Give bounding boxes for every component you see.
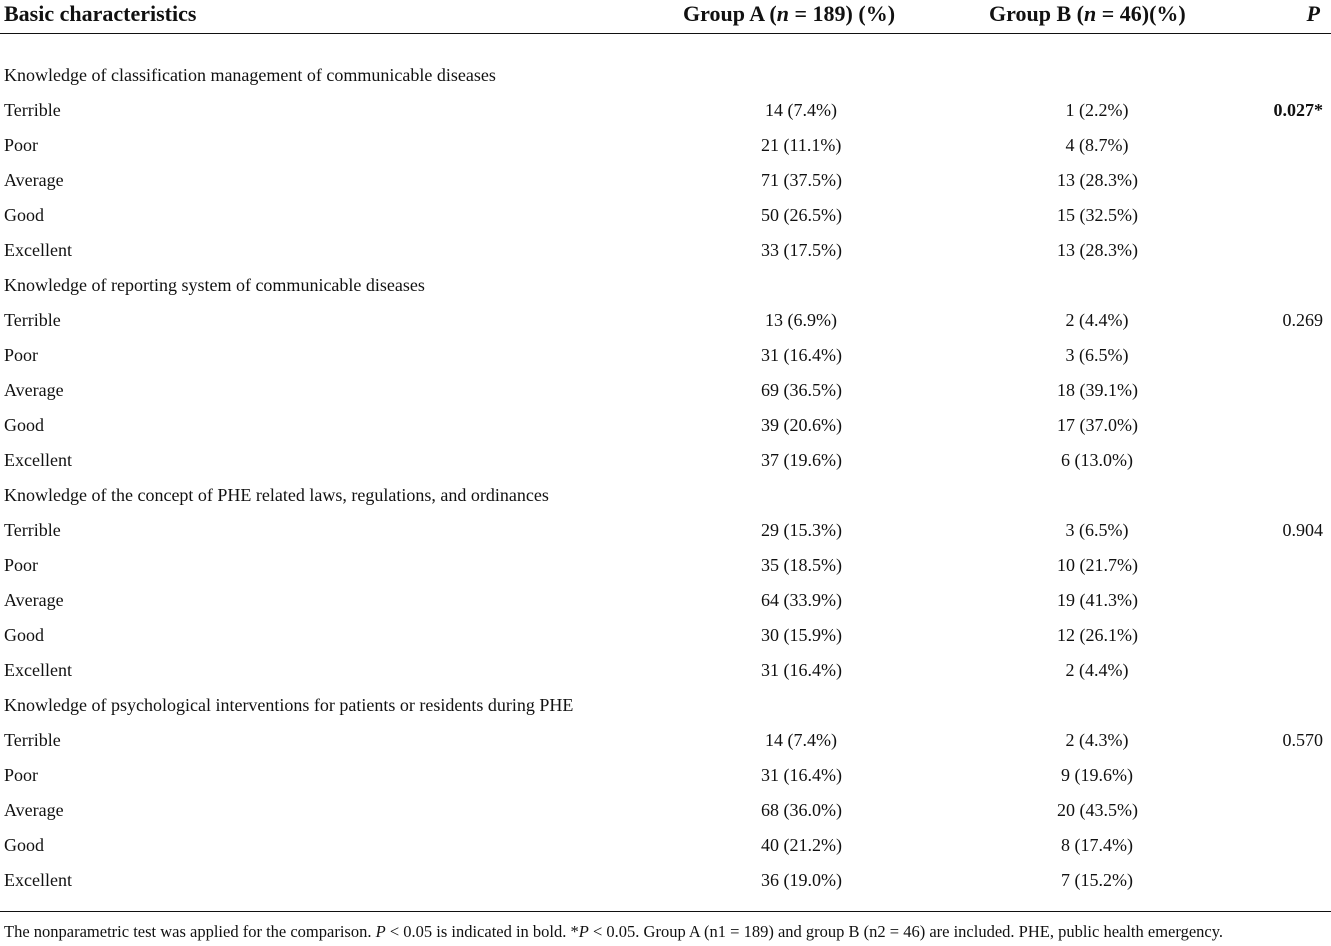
table-row: [0, 339, 1331, 374]
group-b-value: 13 (28.3%): [1057, 170, 1138, 190]
table-row: [0, 129, 1331, 164]
group-b-value: 19 (41.3%): [1057, 590, 1138, 610]
row-label: Excellent: [4, 450, 72, 470]
group-b-value: 3 (6.5%): [1065, 345, 1129, 365]
table-row: [0, 829, 1331, 864]
row-label: Excellent: [4, 870, 72, 890]
group-a-value: 21 (11.1%): [761, 135, 842, 155]
header-basic-characteristics: Basic characteristics: [4, 1, 197, 26]
group-a-value: 71 (37.5%): [761, 170, 842, 190]
table-row: [0, 549, 1331, 584]
table-row: [0, 94, 1331, 129]
table-row: [0, 864, 1331, 899]
group-a-value: 29 (15.3%): [761, 520, 842, 540]
group-b-value: 1 (2.2%): [1065, 100, 1129, 120]
section-title: Knowledge of the concept of PHE related laws, regulations, and ordinances: [4, 485, 549, 505]
group-b-value: 12 (26.1%): [1057, 625, 1138, 645]
row-label: Good: [4, 835, 44, 855]
row-label: Terrible: [4, 730, 61, 750]
table-row: [0, 304, 1331, 339]
group-b-value: 2 (4.4%): [1065, 660, 1129, 680]
section-heading-row: [0, 479, 1331, 514]
group-b-value: 18 (39.1%): [1057, 380, 1138, 400]
row-label: Poor: [4, 135, 39, 155]
group-b-value: 2 (4.3%): [1065, 730, 1129, 750]
header-group-b: Group B (n = 46)(%): [989, 1, 1186, 26]
section-title: Knowledge of classification management of communicable diseases: [4, 65, 496, 85]
row-label: Good: [4, 415, 44, 435]
section-heading-row: [0, 59, 1331, 94]
group-a-value: 13 (6.9%): [765, 310, 837, 330]
p-value: 0.904: [1282, 520, 1323, 540]
group-b-value: 3 (6.5%): [1065, 520, 1129, 540]
table-row: [0, 654, 1331, 689]
group-a-value: 31 (16.4%): [761, 660, 842, 680]
group-a-value: 30 (15.9%): [761, 625, 842, 645]
p-value: 0.269: [1282, 310, 1323, 330]
group-b-value: 15 (32.5%): [1057, 205, 1138, 225]
group-a-value: 14 (7.4%): [765, 100, 837, 120]
row-label: Terrible: [4, 100, 61, 120]
table-row: [0, 444, 1331, 479]
row-label: Poor: [4, 555, 39, 575]
group-a-value: 64 (33.9%): [761, 590, 842, 610]
group-a-value: 50 (26.5%): [761, 205, 842, 225]
table-row: [0, 584, 1331, 619]
section-title: Knowledge of reporting system of communicable diseases: [4, 275, 425, 295]
row-label: Excellent: [4, 660, 72, 680]
table-header: [0, 0, 1331, 34]
row-label: Poor: [4, 765, 39, 785]
group-b-value: 2 (4.4%): [1065, 310, 1129, 330]
table-row: [0, 619, 1331, 654]
group-a-value: 39 (20.6%): [761, 415, 842, 435]
group-a-value: 14 (7.4%): [765, 730, 837, 750]
row-label: Average: [4, 380, 64, 400]
row-label: Terrible: [4, 310, 61, 330]
group-b-value: 7 (15.2%): [1061, 870, 1133, 890]
group-a-value: 33 (17.5%): [761, 240, 842, 260]
group-a-value: 31 (16.4%): [761, 345, 842, 365]
group-a-value: 68 (36.0%): [761, 800, 842, 820]
group-b-value: 17 (37.0%): [1057, 415, 1138, 435]
group-a-value: 69 (36.5%): [761, 380, 842, 400]
group-b-value: 6 (13.0%): [1061, 450, 1133, 470]
group-b-value: 8 (17.4%): [1061, 835, 1133, 855]
row-label: Average: [4, 170, 64, 190]
table-row: [0, 234, 1331, 269]
table-footnote: [0, 911, 1331, 946]
row-label: Poor: [4, 345, 39, 365]
row-label: Average: [4, 590, 64, 610]
header-p-value: P: [1306, 1, 1320, 26]
footnote-text: The nonparametric test was applied for the comparison. P < 0.05 is indicated in bold. *P < 0.05. Group A (n1 = 189) and group B (n2 = 46) are included. PHE, public health emergency.: [4, 922, 1224, 941]
group-b-value: 20 (43.5%): [1057, 800, 1138, 820]
section-title: Knowledge of psychological interventions for patients or residents during PHE: [4, 695, 574, 715]
group-a-value: 40 (21.2%): [761, 835, 842, 855]
section-heading-row: [0, 689, 1331, 724]
table-row: [0, 514, 1331, 549]
group-a-value: 35 (18.5%): [761, 555, 842, 575]
section-heading-row: [0, 269, 1331, 304]
header-group-a: Group A (n = 189) (%): [683, 1, 896, 26]
group-a-value: 37 (19.6%): [761, 450, 842, 470]
group-b-value: 9 (19.6%): [1061, 765, 1133, 785]
table-row: [0, 164, 1331, 199]
group-b-value: 4 (8.7%): [1065, 135, 1129, 155]
table-row: [0, 199, 1331, 234]
table-row: [0, 794, 1331, 829]
table-row: [0, 759, 1331, 794]
row-label: Good: [4, 205, 44, 225]
table-row: [0, 374, 1331, 409]
row-label: Good: [4, 625, 44, 645]
group-b-value: 13 (28.3%): [1057, 240, 1138, 260]
row-label: Excellent: [4, 240, 72, 260]
group-a-value: 36 (19.0%): [761, 870, 842, 890]
group-a-value: 31 (16.4%): [761, 765, 842, 785]
table-row: [0, 724, 1331, 759]
row-label: Average: [4, 800, 64, 820]
group-b-value: 10 (21.7%): [1057, 555, 1138, 575]
table-row: [0, 409, 1331, 444]
p-value: 0.570: [1282, 730, 1323, 750]
row-label: Terrible: [4, 520, 61, 540]
p-value: 0.027*: [1273, 100, 1323, 120]
